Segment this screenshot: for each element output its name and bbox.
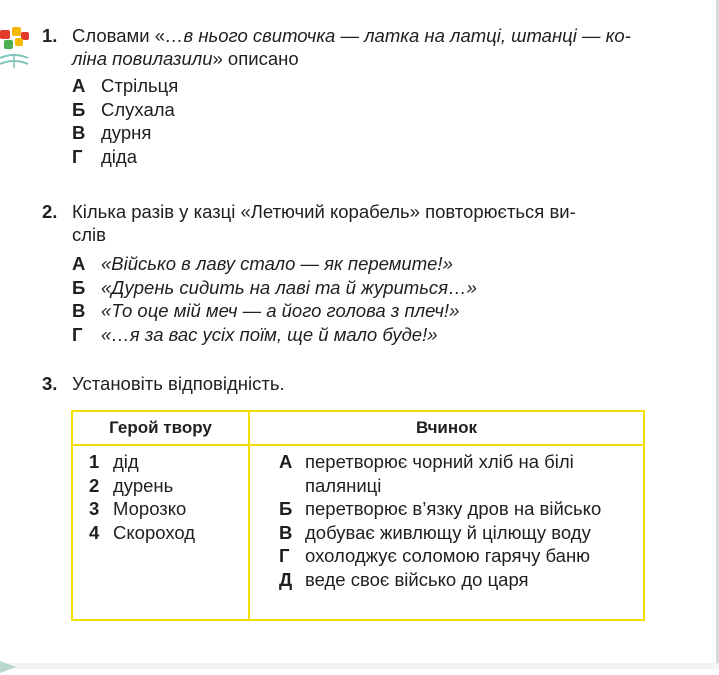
list-item: Д веде своє військо до царя xyxy=(279,568,529,590)
question-number: 1. xyxy=(42,25,58,46)
question-number: 2. xyxy=(42,201,58,222)
page-bottom-strip xyxy=(0,663,719,669)
list-item: 2 дурень xyxy=(89,474,174,496)
answer-option[interactable]: А Стрільця xyxy=(72,75,179,96)
answer-option[interactable]: Г діда xyxy=(72,145,137,167)
question-text: Кілька разів у казці «Летючий корабель» повторюється ви- слів xyxy=(72,201,576,245)
answer-options xyxy=(72,74,652,168)
answer-option[interactable]: Б «Дурень сидить на лаві та й журиться…» xyxy=(72,276,477,298)
list-item: 1 дід xyxy=(89,451,139,472)
actions-list xyxy=(279,450,639,591)
answer-option[interactable]: В дурня xyxy=(72,122,152,143)
answer-option[interactable]: А «Військо в лаву стало — як перемите!» xyxy=(72,253,453,274)
question-3 xyxy=(42,372,652,395)
book-logo-icon xyxy=(0,18,34,78)
list-item: Б перетворює в’язку дров на військо xyxy=(279,498,602,519)
answer-option[interactable]: В «То оце мій меч — а його голова з плеч!» xyxy=(72,300,460,321)
answer-options xyxy=(72,252,652,346)
heroes-list xyxy=(89,450,195,544)
question-1 xyxy=(42,24,652,168)
list-item: 3 Морозко xyxy=(89,498,187,519)
answer-option[interactable]: Г «…я за вас усіх поїм, ще й мало буде!» xyxy=(72,323,438,345)
list-item: Г охолоджує соломою гарячу баню xyxy=(279,545,591,566)
column-header-hero: Герой твору xyxy=(109,418,212,437)
list-item: А перетворює чорний хліб на білі паляниці xyxy=(279,451,574,496)
question-text: Установіть відповідність. xyxy=(72,373,285,394)
list-item: В добуває живлющу й цілющу воду xyxy=(279,521,591,543)
column-header-action: Вчинок xyxy=(415,418,478,437)
question-number: 3. xyxy=(42,373,58,394)
matching-table xyxy=(71,410,645,621)
question-text: Словами «…в нього свиточка — латка на латці, штанці — ко- ліна повилазили» описано xyxy=(72,25,631,69)
list-item: 4 Скороход xyxy=(89,521,196,543)
question-2 xyxy=(42,200,652,346)
answer-option[interactable]: Б Слухала xyxy=(72,98,175,120)
corner-mark-icon xyxy=(0,655,20,675)
